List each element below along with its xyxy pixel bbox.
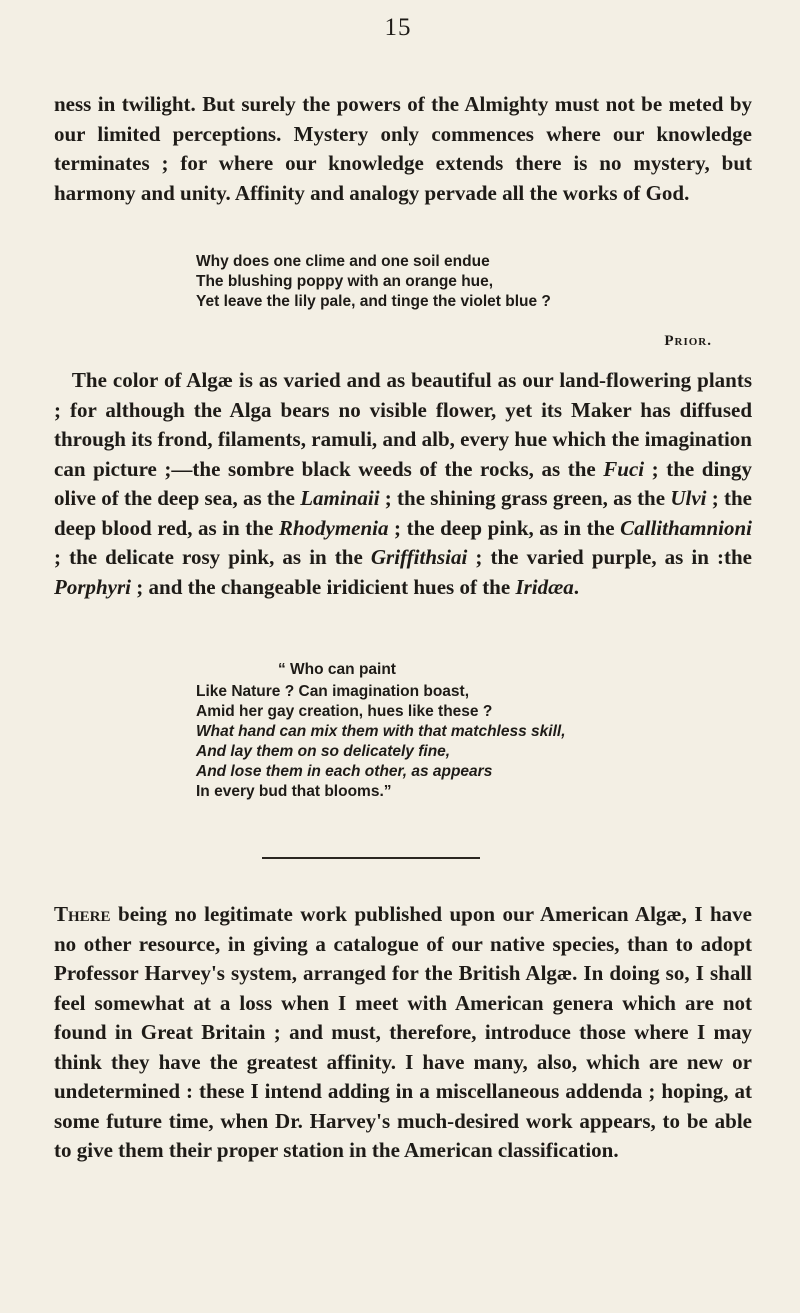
paragraph-3 bbox=[54, 900, 752, 1166]
text-run: ; the deep pink, as in the bbox=[388, 515, 621, 540]
genus-name: Callithamnioni bbox=[620, 515, 752, 540]
verse-line: And lose them in each other, as appears bbox=[196, 763, 493, 780]
verse-line: And lay them on so delicately fine, bbox=[196, 743, 451, 760]
genus-name: Porphyri bbox=[54, 574, 132, 599]
text-run: . bbox=[573, 574, 580, 599]
paragraph-1: ness in twilight. But surely the powers of the Almighty must not be meted by our limited perceptions. Mystery only commences where our knowledge terminates ; for where our knowledge extends there is no mystery, but harmony and unity. Affinity and analogy pervade all the works of God. bbox=[54, 92, 752, 205]
quote-nature bbox=[278, 660, 798, 680]
text-run: ; the dingy olive of the deep sea, as the bbox=[54, 456, 752, 510]
verse-line: What hand can mix them with that matchless skill, bbox=[196, 723, 566, 740]
text-run: ; the delicate rosy pink, as in the bbox=[54, 545, 371, 569]
verse-line: Like Nature ? Can imagination boast, bbox=[196, 683, 470, 700]
section-divider bbox=[262, 857, 480, 859]
verse-line: Why does one clime and one soil endue bbox=[196, 253, 490, 270]
text-run: ; the varied purple, as in :the bbox=[467, 545, 752, 569]
genus-name: Laminaii bbox=[300, 486, 380, 510]
verse-line: Yet leave the lily pale, and tinge the violet blue ? bbox=[196, 293, 551, 310]
genus-name: Rhodymenia bbox=[278, 515, 389, 540]
paragraph-2 bbox=[54, 366, 752, 602]
quote-prior bbox=[196, 252, 716, 312]
quote-attribution: Prior. bbox=[664, 333, 712, 349]
verse-line: The blushing poppy with an orange hue, bbox=[196, 273, 494, 290]
text-run: being no legitimate work published upon our American Algæ, I have no other resource, in giving a catalogue of our native species, than to adopt Professor Harvey's system, arranged for the British Algæ. In doing so, I shall feel somewhat at a loss when I meet with American genera which are not found in Great Britain ; and must, therefore, introduce those where I may think they have the greatest affinity. I have many, also, which are new or undetermined : these I intend adding in a miscellaneous addenda ; hoping, at some future time, when Dr. Harvey's much-desired work appears, to be able to give them their proper station in the American classification. bbox=[54, 902, 752, 1162]
lead-word: There bbox=[54, 902, 111, 926]
quote-nature-body bbox=[196, 682, 716, 802]
verse-line: Amid her gay creation, hues like these ? bbox=[196, 703, 493, 720]
genus-name: Griffithsiai bbox=[370, 545, 468, 569]
text-run: ; and the changeable iridicient hues of the bbox=[131, 574, 516, 599]
genus-name: Iridæa bbox=[515, 574, 574, 599]
genus-name: Ulvi bbox=[670, 486, 707, 510]
page-number: 15 bbox=[384, 14, 412, 41]
text-run: The color of Algæ is as varied and as beautiful as our land-flowering plants ; for although the Alga bears no visible flower, yet its Maker has diffused through its frond, filaments, ramuli, and alb, every hue which the imagination can picture ;—the sombre black weeds of the rocks, as the bbox=[54, 368, 753, 481]
genus-name: Fuci bbox=[603, 456, 645, 481]
verse-line: In every bud that blooms.” bbox=[196, 783, 392, 800]
text-run: ; the deep blood red, as in the bbox=[54, 486, 752, 540]
text-run: ; the shining grass green, as the bbox=[379, 486, 671, 510]
verse-line: “ Who can paint bbox=[278, 661, 396, 678]
